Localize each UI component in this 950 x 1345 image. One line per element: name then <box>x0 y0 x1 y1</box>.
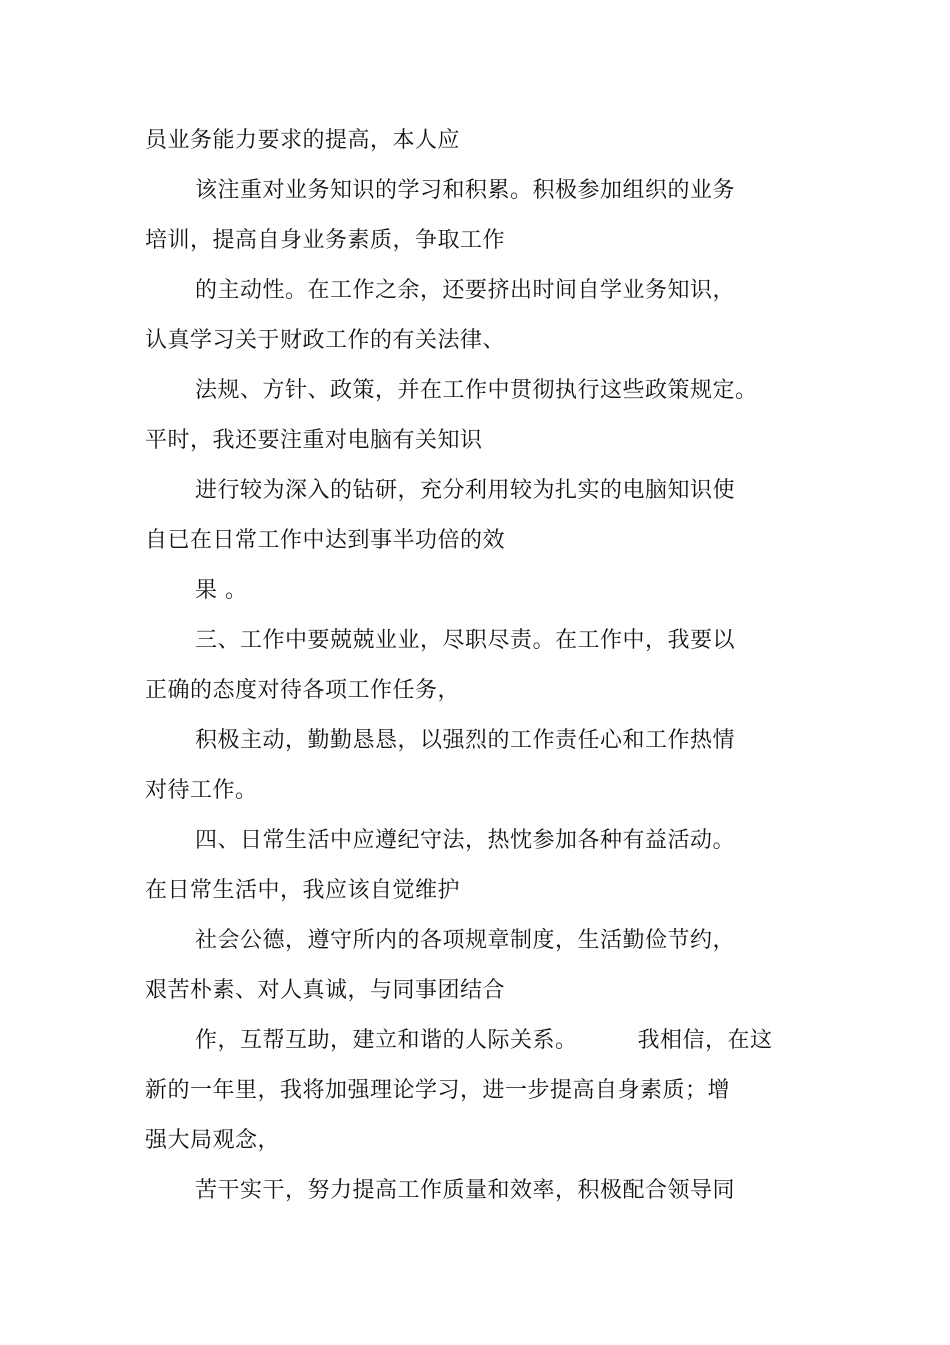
text-line: 正确的态度对待各项工作任务， <box>145 678 461 703</box>
text-line: 的主动性。在工作之余，还要挤出时间自学业务知识， <box>195 278 736 303</box>
text-line: 认真学习关于财政工作的有关法律、 <box>145 328 506 353</box>
text-line: 员业务能力要求的提高，本人应 <box>145 128 461 153</box>
text-line: 三、工作中要兢兢业业，尽职尽责。在工作中，我要以 <box>195 628 736 653</box>
text-line <box>195 1026 773 1056</box>
text-line: 社会公德，遵守所内的各项规章制度，生活勤俭节约， <box>195 928 736 953</box>
text-line: 法规、方针、政策，并在工作中贯彻执行这些政策规定。 <box>195 378 758 403</box>
text-line: 自已在日常工作中达到事半功倍的效 <box>145 528 506 553</box>
text-line: 该注重对业务知识的学习和积累。积极参加组织的业务 <box>195 178 736 203</box>
text-line: 新的一年里，我将加强理论学习，进一步提高自身素质；增 <box>145 1078 731 1103</box>
text-line: 培训，提高自身业务素质，争取工作 <box>145 228 506 253</box>
text-line: 积极主动，勤勤恳恳，以强烈的工作责任心和工作热情 <box>195 728 736 753</box>
text-line: 对待工作。 <box>145 778 258 803</box>
text-line: 四、日常生活中应遵纪守法，热忱参加各种有益活动。 <box>195 828 736 853</box>
text-line: 艰苦朴素、对人真诚，与同事团结合 <box>145 978 506 1003</box>
text-segment: 作，互帮互助，建立和谐的人际关系。 <box>195 1028 578 1053</box>
text-line: 苦干实干，努力提高工作质量和效率，积极配合领导同 <box>195 1178 736 1203</box>
text-line: 果 。 <box>195 578 248 603</box>
text-line: 平时，我还要注重对电脑有关知识 <box>145 428 483 453</box>
text-line: 强大局观念， <box>145 1128 281 1153</box>
text-segment: 我相信，在这 <box>637 1028 773 1053</box>
text-line: 在日常生活中，我应该自觉维护 <box>145 878 461 903</box>
text-line: 进行较为深入的钻研，充分利用较为扎实的电脑知识使 <box>195 478 736 503</box>
